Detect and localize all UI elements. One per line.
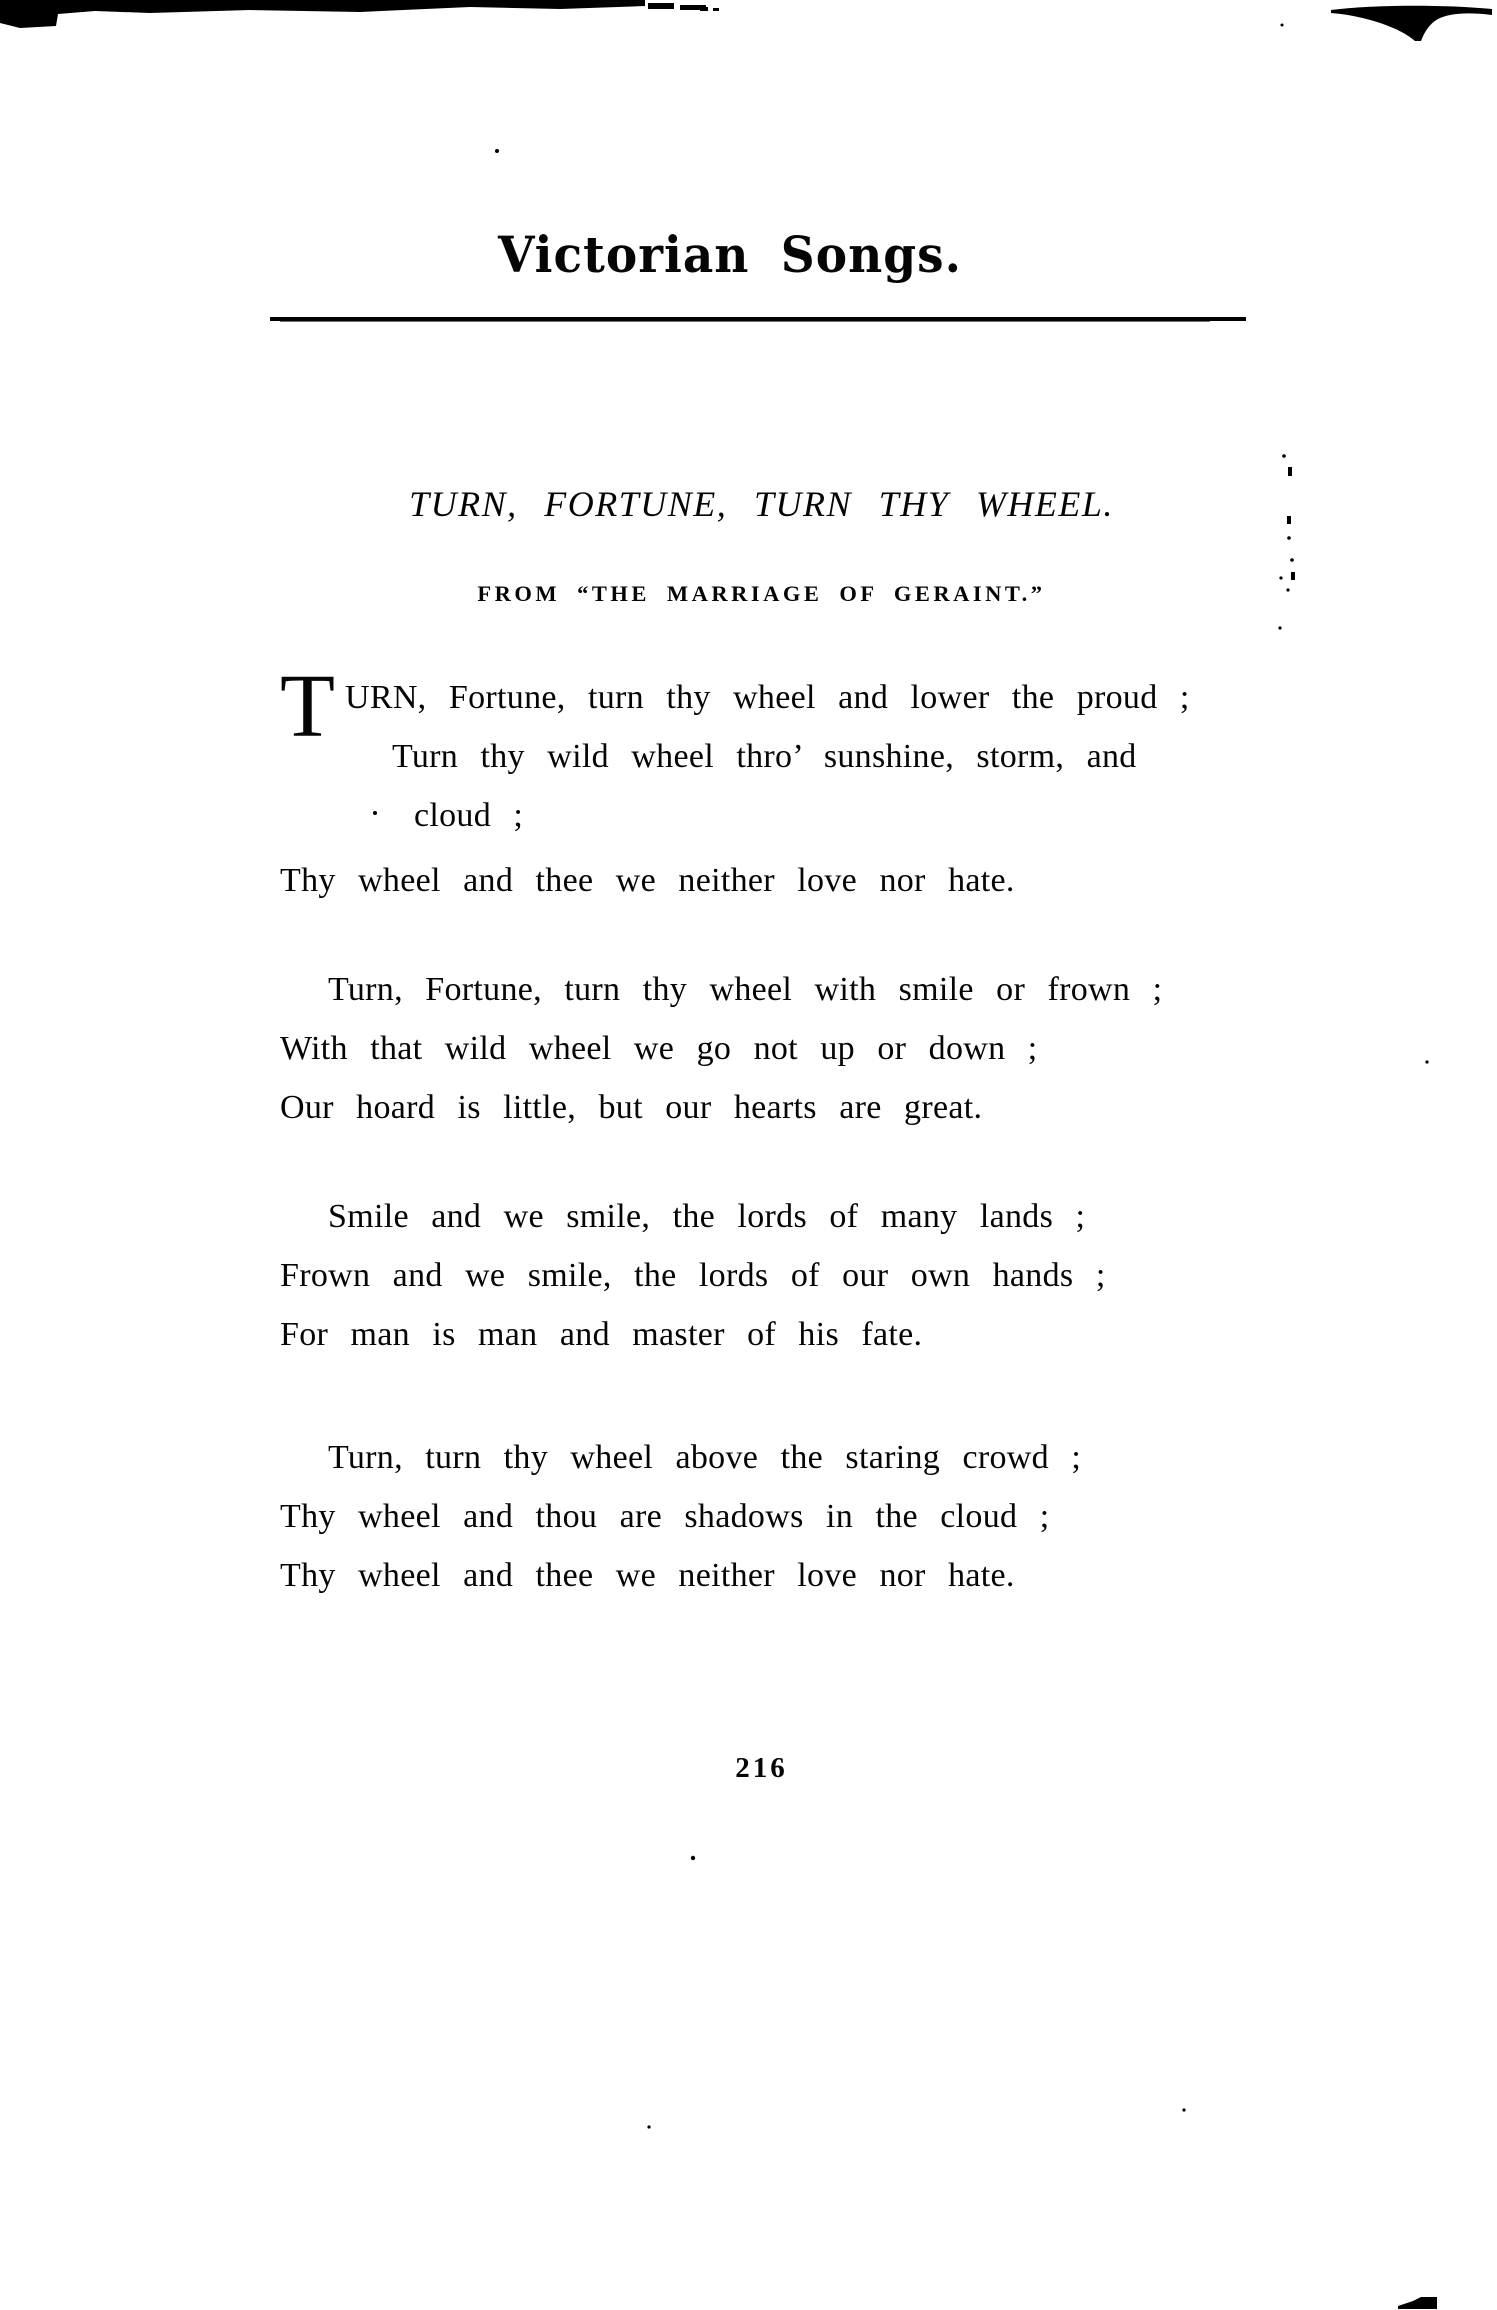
poem-title: TURN, FORTUNE, TURN THY WHEEL.	[409, 484, 1114, 524]
stanza	[280, 668, 1245, 910]
scan-speck	[691, 1856, 695, 1860]
top-edge-scan-artifact	[713, 8, 719, 11]
poem-line: For man is man and master of his fate.	[280, 1316, 923, 1353]
page-number: 216	[735, 1752, 788, 1784]
poem-line: Frown and we smile, the lords of our own hands ;	[280, 1257, 1106, 1294]
scan-speck	[1281, 24, 1284, 27]
scan-speck	[1279, 576, 1282, 579]
poem-line: Thy wheel and thee we neither love nor hate.	[280, 862, 1015, 899]
poem-line: With that wild wheel we go not up or down ;	[280, 1030, 1038, 1067]
poem-line: URN, Fortune, turn thy wheel and lower the proud ;	[345, 679, 1190, 716]
top-edge-scan-artifact	[680, 5, 706, 10]
poem-source-line: FROM “THE MARRIAGE OF GERAINT.”	[477, 581, 1046, 606]
poem-line: Thy wheel and thou are shadows in the cloud ;	[280, 1498, 1050, 1535]
top-edge-scan-artifact	[648, 3, 674, 9]
page-corner-fold-artifact	[1331, 6, 1492, 41]
poem-body	[280, 657, 1245, 1605]
poem-line: Turn thy wild wheel thro’ sunshine, storm, and	[392, 738, 1137, 775]
bottom-corner-scan-artifact	[1398, 2297, 1437, 2309]
scan-speck	[1425, 1060, 1428, 1063]
scan-speck	[1282, 454, 1286, 458]
top-edge-scan-artifact	[700, 7, 708, 11]
stanza	[280, 960, 1245, 1137]
poem-line: Our hoard is little, but our hearts are great.	[280, 1089, 983, 1126]
scan-speck	[1287, 516, 1291, 524]
poem-line: Turn, Fortune, turn thy wheel with smile or frown ;	[328, 971, 1163, 1008]
poem-line: Smile and we smile, the lords of many lands ;	[328, 1198, 1086, 1235]
scan-speck	[647, 2125, 650, 2128]
stanza	[280, 1428, 1245, 1605]
scan-speck	[1291, 572, 1295, 580]
top-edge-scan-artifact	[0, 0, 645, 28]
scan-speck	[1278, 626, 1281, 629]
drop-cap: T	[280, 657, 335, 756]
scan-speck	[495, 149, 499, 153]
scan-speck	[1286, 588, 1289, 591]
poem-line: cloud ;	[414, 797, 524, 834]
scan-speck	[1290, 558, 1294, 562]
page-header-title: Victorian Songs.	[498, 226, 962, 285]
scan-speck	[1288, 467, 1292, 476]
poem-line: Thy wheel and thee we neither love nor hate.	[280, 1557, 1015, 1594]
poem-line: Turn, turn thy wheel above the staring crowd ;	[328, 1439, 1082, 1476]
stanza	[280, 1187, 1245, 1364]
header-rule	[270, 317, 1246, 321]
scan-speck	[1287, 536, 1291, 540]
scan-speck	[1182, 2108, 1185, 2111]
